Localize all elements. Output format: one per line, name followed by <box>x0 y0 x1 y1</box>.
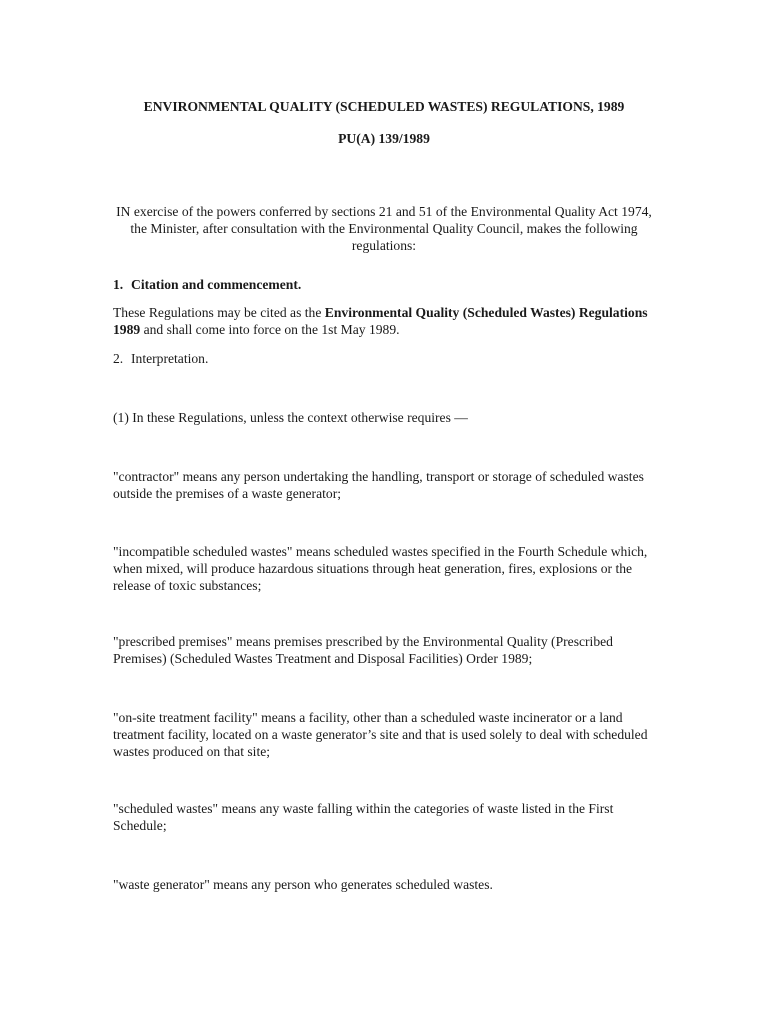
definition-term: "waste generator" <box>113 877 210 892</box>
definition-scheduled-wastes <box>113 800 658 834</box>
section-1-text <box>113 304 658 338</box>
definition-contractor <box>113 468 658 502</box>
definition-waste-generator <box>113 876 658 893</box>
definition-text: means any waste falling within the categories of waste listed in the First Schedule; <box>113 801 614 833</box>
section-2-heading <box>113 350 658 367</box>
document-title: ENVIRONMENTAL QUALITY (SCHEDULED WASTES) REGULATIONS, 1989 <box>143 99 625 114</box>
definition-term: "on-site treatment facility" <box>113 710 258 725</box>
definition-text: means scheduled wastes specified in the Fourth Schedule which, when mixed, will produce hazardous situations through heat generation, fires, explosions or the release of toxic substances; <box>113 544 648 593</box>
definition-term: "incompatible scheduled wastes" <box>113 544 293 559</box>
definition-prescribed-premises <box>113 633 658 667</box>
definition-term: "contractor" <box>113 469 180 484</box>
section-1-citation-name: Environmental Quality (Scheduled Wastes) Regulations 1989 <box>113 305 648 337</box>
definition-incompatible-scheduled-wastes <box>113 543 658 594</box>
definition-on-site-treatment-facility <box>113 709 658 760</box>
enacting-clause: IN exercise of the powers conferred by sections 21 and 51 of the Environmental Quality Act 1974, the Minister, after consultation with the Environmental Quality Council, makes the following regulations: <box>116 204 652 253</box>
definition-text: means a facility, other than a scheduled waste incinerator or a land treatment facility, located on a waste generator’s site and that is used solely to deal with scheduled wastes produced on that site; <box>113 710 648 759</box>
section-1-text-post: and shall come into force on the 1st May 1989. <box>140 322 400 337</box>
section-1-number: 1. <box>113 277 124 292</box>
section-2-number: 2. <box>113 351 124 366</box>
definition-text: means premises prescribed by the Environmental Quality (Prescribed Premises) (Scheduled Wastes Treatment and Disposal Facilities) Order 1989; <box>113 634 613 666</box>
section-1-heading <box>113 276 658 293</box>
definition-term: "prescribed premises" <box>113 634 233 649</box>
document-reference: PU(A) 139/1989 <box>338 131 430 146</box>
section-1-text-pre: These Regulations may be cited as the <box>113 305 325 320</box>
section-2-subsection-1: (1) In these Regulations, unless the context otherwise requires — <box>113 410 468 425</box>
definition-text: means any person who generates scheduled wastes. <box>209 877 493 892</box>
definition-text: means any person undertaking the handling, transport or storage of scheduled wastes outside the premises of a waste generator; <box>113 469 644 501</box>
section-1-title: Citation and commencement. <box>131 277 302 292</box>
section-2-title: Interpretation. <box>131 351 209 366</box>
definition-term: "scheduled wastes" <box>113 801 219 816</box>
